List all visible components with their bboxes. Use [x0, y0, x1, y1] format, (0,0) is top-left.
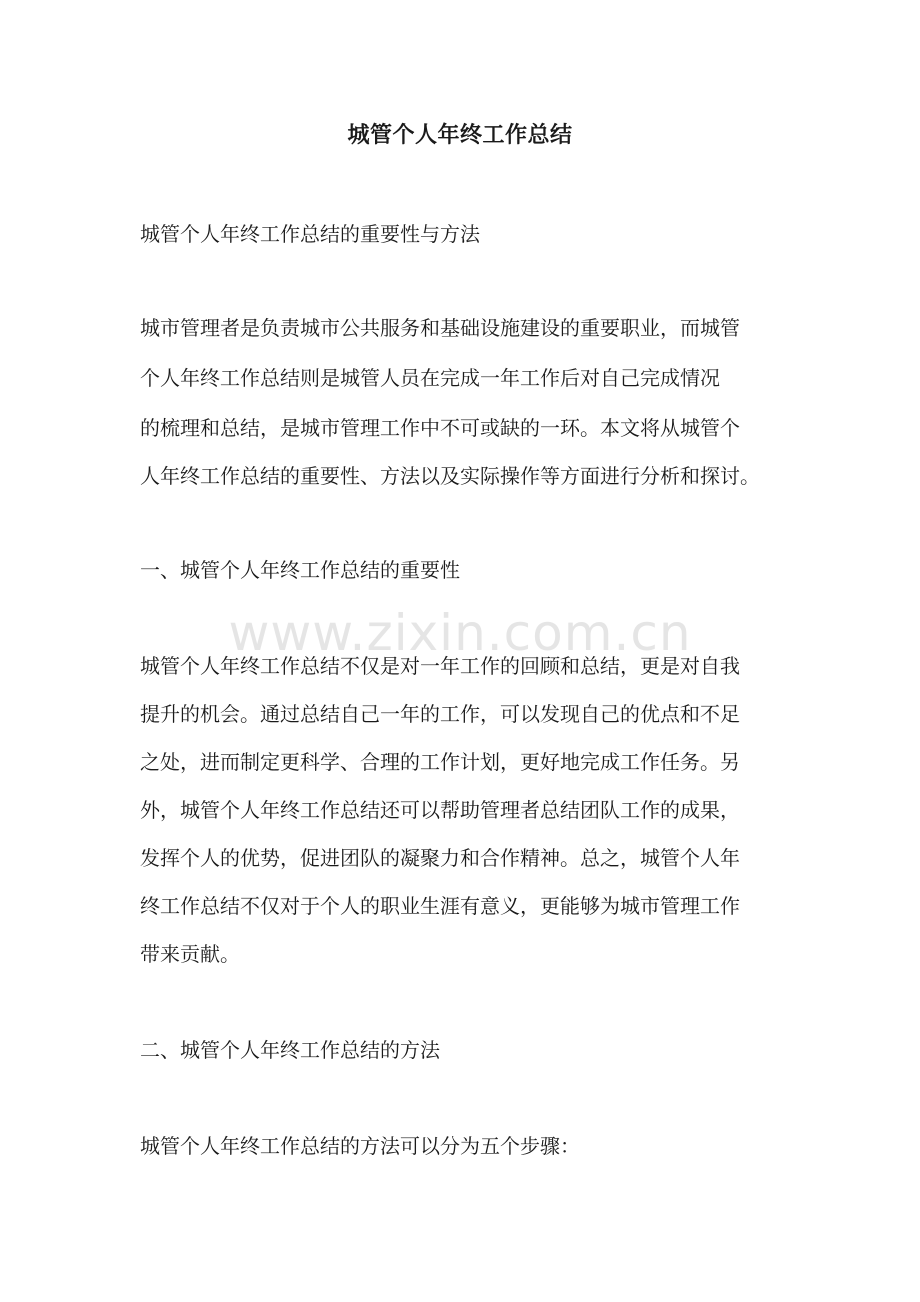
- watermark-text: www.zixin.com.cn: [228, 604, 692, 662]
- section1-line-7: 带来贡献。: [140, 942, 240, 966]
- intro-line-4: 人年终工作总结的重要性、方法以及实际操作等方面进行分析和探讨。: [140, 464, 760, 488]
- document-title: 城管个人年终工作总结: [347, 122, 573, 148]
- section1-line-1: 城管个人年终工作总结不仅是对一年工作的回顾和总结，更是对自我: [140, 654, 740, 678]
- section1-line-2: 提升的机会。通过总结自己一年的工作，可以发现自己的优点和不足: [140, 702, 740, 726]
- intro-line-1: 城市管理者是负责城市公共服务和基础设施建设的重要职业，而城管: [140, 316, 740, 340]
- intro-line-2: 个人年终工作总结则是城管人员在完成一年工作后对自己完成情况: [140, 366, 720, 390]
- section1-line-6: 终工作总结不仅对于个人的职业生涯有意义，更能够为城市管理工作: [140, 894, 740, 918]
- section1-line-5: 发挥个人的优势，促进团队的凝聚力和合作精神。总之，城管个人年: [140, 846, 740, 870]
- section1-line-3: 之处，进而制定更科学、合理的工作计划，更好地完成工作任务。另: [140, 750, 740, 774]
- document-subtitle: 城管个人年终工作总结的重要性与方法: [140, 222, 480, 246]
- section2-heading: 二、城管个人年终工作总结的方法: [140, 1038, 440, 1062]
- section1-heading: 一、城管个人年终工作总结的重要性: [140, 558, 460, 582]
- section2-line-1: 城管个人年终工作总结的方法可以分为五个步骤：: [140, 1134, 580, 1158]
- section1-line-4: 外，城管个人年终工作总结还可以帮助管理者总结团队工作的成果，: [140, 798, 740, 822]
- intro-line-3: 的梳理和总结，是城市管理工作中不可或缺的一环。本文将从城管个: [140, 416, 740, 440]
